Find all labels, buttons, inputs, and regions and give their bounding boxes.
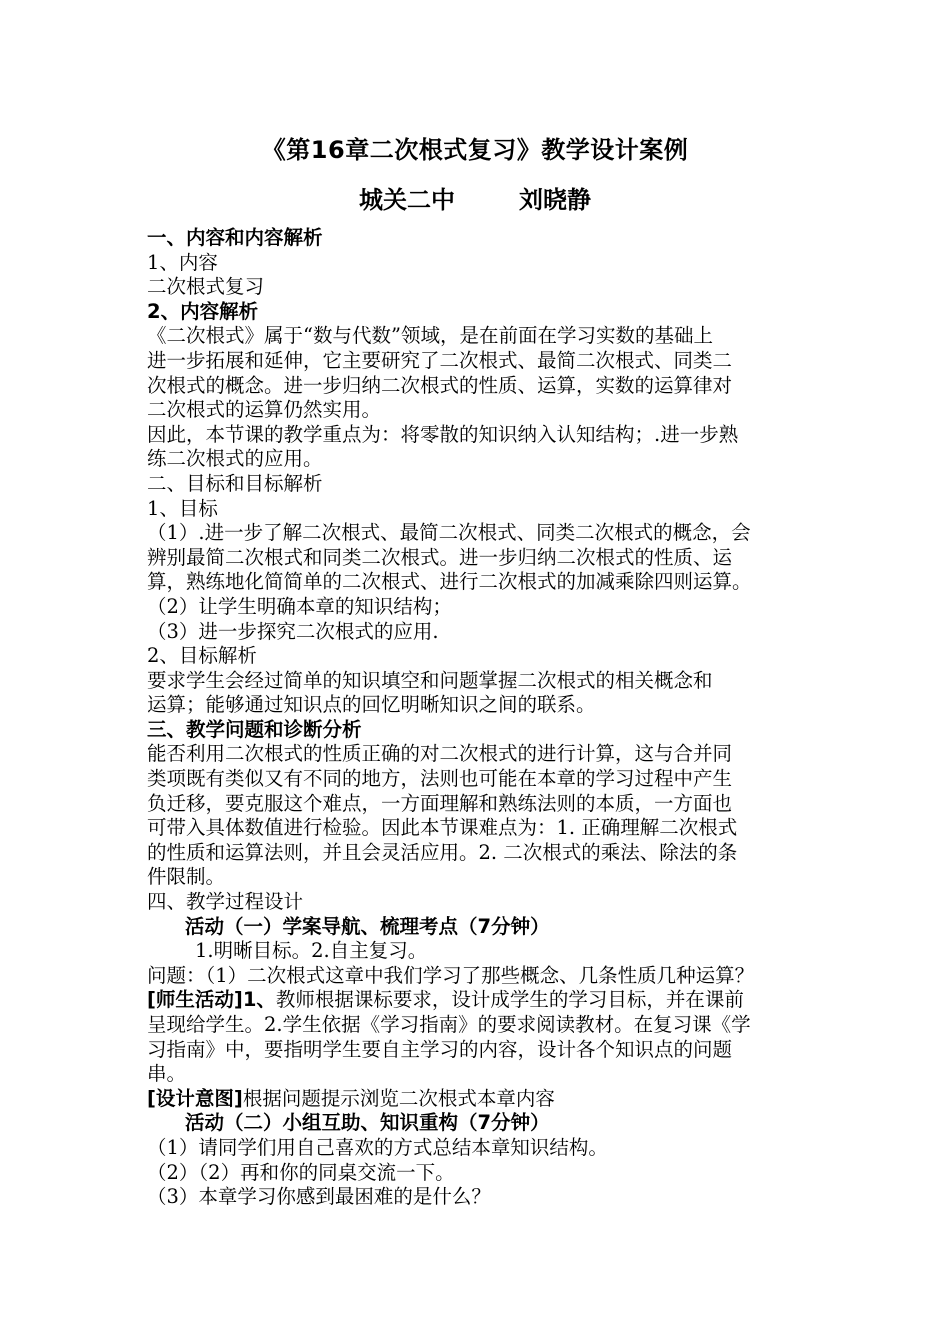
- paragraph-line: 二次根式的运算仍然实用。: [147, 398, 382, 422]
- paragraph-text: 根据问题提示浏览二次根式本章内容: [242, 1086, 555, 1110]
- design-intent-tag: [设计意图]: [147, 1086, 243, 1110]
- author-name: 刘晓静: [519, 186, 591, 214]
- subheading: 1、目标: [147, 496, 218, 520]
- paragraph-line: （3）本章学习你感到最困难的是什么？: [147, 1185, 491, 1209]
- paragraph-line: 问题：（1）二次根式这章中我们学习了那些概念、几条性质几种运算？: [147, 963, 755, 987]
- paragraph-line: 辨别最简二次根式和同类二次根式。进一步归纳二次根式的性质、运: [147, 545, 733, 569]
- section-heading: 三、教学问题和诊断分析: [147, 717, 362, 741]
- paragraph-line: 进一步拓展和延伸，它主要研究了二次根式、最简二次根式、同类二: [147, 348, 733, 372]
- paragraph-line: [147, 1087, 827, 1112]
- paragraph-line: 的性质和运算法则，并且会灵活应用。2. 二次根式的乘法、除法的条: [147, 840, 738, 864]
- subheading: 2、目标解析: [147, 644, 257, 668]
- paragraph-line: 次根式的概念。进一步归纳二次根式的性质、运算，实数的运算律对: [147, 373, 733, 397]
- paragraph-line: （1）.进一步了解二次根式、最简二次根式、同类二次根式的概念，会: [147, 521, 751, 545]
- paragraph-text: 教师根据课标要求，设计成学生的学习目标，并在课前: [275, 988, 744, 1012]
- paragraph-line: 件限制。: [147, 865, 226, 889]
- paragraph-line: 能否利用二次根式的性质正确的对二次根式的进行计算，这与合并同: [147, 742, 733, 766]
- activity-heading: 活动（二）小组互助、知识重构（7分钟）: [185, 1111, 550, 1135]
- teacher-student-tag: [师生活动]1、: [147, 988, 276, 1012]
- subheading: 2、内容解析: [147, 299, 259, 323]
- paragraph-line: 可带入具体数值进行检验。因此本节课难点为：1. 正确理解二次根式: [147, 816, 738, 840]
- paragraph-line: （1）请同学们用自己喜欢的方式总结本章知识结构。: [147, 1135, 608, 1159]
- activity-heading: 活动（一）学案导航、梳理考点（7分钟）: [185, 914, 550, 938]
- paragraph-line: 练二次根式的应用。: [147, 447, 323, 471]
- paragraph-line: 要求学生会经过简单的知识填空和问题掌握二次根式的相关概念和: [147, 668, 713, 692]
- paragraph-line: 《二次根式》属于“数与代数”领域，是在前面在学习实数的基础上: [147, 324, 713, 348]
- paragraph-line: [147, 988, 827, 1013]
- paragraph-line: 类项既有类似又有不同的地方，法则也可能在本章的学习过程中产生: [147, 767, 733, 791]
- paragraph-line: （2）让学生明确本章的知识结构；: [147, 594, 452, 618]
- paragraph-line: 串。: [147, 1062, 187, 1086]
- section-heading: 一、内容和内容解析: [147, 226, 323, 249]
- paragraph-line: 呈现给学生。2.学生依据《学习指南》的要求阅读教材。在复习课《学: [147, 1013, 751, 1036]
- document-title: 《第16章二次根式复习》教学设计案例: [261, 136, 689, 164]
- paragraph-line: 算，熟练地化简简单的二次根式、进行二次根式的加减乘除四则运算。: [147, 570, 752, 594]
- paragraph-line: 习指南》中，要指明学生要自主学习的内容，设计各个知识点的问题: [147, 1037, 733, 1061]
- author-line: [0, 183, 950, 217]
- paragraph-line: 因此，本节课的教学重点为：将零散的知识纳入认知结构；.进一步熟: [147, 422, 739, 446]
- paragraph-line: 负迁移，要克服这个难点，一方面理解和熟练法则的本质，一方面也: [147, 791, 733, 815]
- paragraph-line: （2）（2）再和你的同桌交流一下。: [147, 1160, 455, 1184]
- paragraph-line: （3）进一步探究二次根式的应用.: [147, 619, 439, 643]
- subheading: 1、内容: [147, 250, 218, 274]
- section-heading: 二、目标和目标解析: [147, 471, 323, 495]
- section-heading: 四、教学过程设计: [147, 890, 304, 914]
- paragraph-line: 二次根式复习: [147, 275, 265, 299]
- school-name: 城关二中: [359, 186, 455, 214]
- document-body: [147, 226, 827, 1210]
- paragraph-line: 1.明晰目标。2.自主复习。: [195, 939, 428, 963]
- paragraph-line: 运算；能够通过知识点的回忆明晰知识之间的联系。: [147, 693, 596, 717]
